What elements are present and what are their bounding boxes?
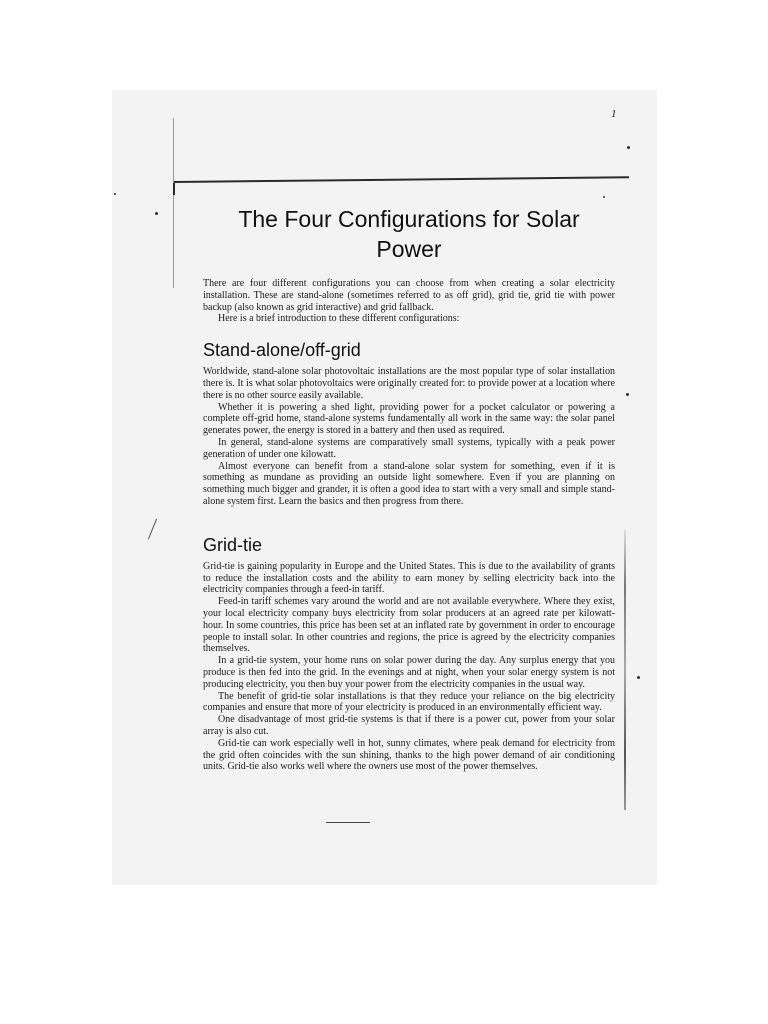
page-title: The Four Configurations for Solar Power	[238, 206, 580, 262]
body-paragraph: One disadvantage of most grid-tie systems is that if there is a power cut, power from your solar array is also cut.	[203, 714, 615, 737]
scan-speck	[627, 146, 630, 149]
body-paragraph: Whether it is powering a shed light, providing power for a pocket calculator or powering a complete off-grid home, stand-alone systems fundamentally all work in the same way: the solar panel generates power, the energy is stored in a battery and then used as required.	[203, 401, 615, 437]
body-paragraph: Feed-in tariff schemes vary around the world and are not available everywhere. Where they exist, your local electricity company buys electricity from solar producers at an agreed rate per kilowatt-hour. In some countries, this price has been set at an inflated rate by government in order to encourage people to install solar. In other countries and regions, the price is agreed by the electricity companies themselves.	[203, 596, 615, 655]
binding-edge-right	[624, 530, 626, 810]
page-number: 1	[611, 108, 617, 120]
scan-speck	[114, 193, 116, 195]
section-heading-stand-alone: Stand-alone/off-grid	[203, 340, 361, 361]
binding-edge-left	[173, 118, 174, 288]
scan-speck	[626, 393, 629, 396]
intro-paragraph: Here is a brief introduction to these different configurations:	[218, 313, 460, 325]
intro-paragraph: There are four different configurations you can choose from when creating a solar electricity installation. These are stand-alone (sometimes referred to as off grid), grid tie, grid tie with power backup (also known as grid interactive) and grid fallback.	[203, 278, 615, 313]
page-content	[203, 204, 615, 773]
body-paragraph: The benefit of grid-tie solar installations is that they reduce your reliance on the big electricity companies and ensure that more of your electricity is produced in an environmentally efficient way.	[203, 690, 615, 714]
body-paragraph: In a grid-tie system, your home runs on solar power during the day. Any surplus energy that you produce is then fed into the grid. In the evenings and at night, when your solar energy system is not producing electricity, you then buy your power from the electricity companies in the usual way.	[203, 655, 615, 690]
header-rule-hook	[173, 183, 175, 195]
scan-speck	[155, 212, 158, 215]
scan-speck	[637, 676, 640, 679]
body-paragraph: Worldwide, stand-alone solar photovoltaic installations are the most popular type of solar installation there is. It is what solar photovoltaics were originally created for: to provide power at a location where there is no other source easily available.	[203, 366, 615, 401]
section-heading-grid-tie: Grid-tie	[203, 534, 263, 555]
footer-mark	[326, 822, 370, 823]
body-paragraph: Almost everyone can benefit from a stand-alone solar system for something, even if it is something as mundane as providing an outside light somewhere. Even if you are planning on something much bigger and grander, it is often a good idea to start with a very small and simple stand-alone system first. Learn the basics and then progress from there.	[203, 460, 615, 507]
body-paragraph: Grid-tie can work especially well in hot, sunny climates, where peak demand for electricity from the grid often coincides with the sun shining, thanks to the high power demand of air conditioning units. Grid-tie also works well where the owners use most of the power themselves.	[203, 737, 615, 773]
body-paragraph: In general, stand-alone systems are comparatively small systems, typically with a peak power generation of under one kilowatt.	[203, 436, 615, 460]
body-paragraph: Grid-tie is gaining popularity in Europe and the United States. This is due to the availability of grants to reduce the installation costs and the ability to earn money by selling electricity back into the electricity companies through a feed-in tariff.	[203, 560, 615, 596]
scan-speck	[603, 196, 605, 198]
